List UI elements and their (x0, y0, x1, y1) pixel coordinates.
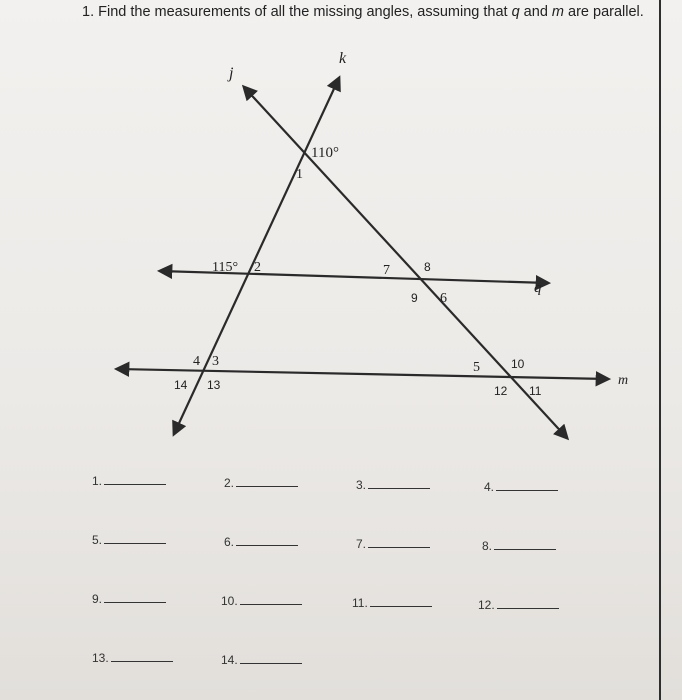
answer-10[interactable] (221, 594, 302, 608)
line-label-m: m (618, 373, 629, 388)
angle-label-5: 5 (473, 360, 480, 375)
angle-label-13: 13 (207, 378, 221, 392)
angle-label-3: 3 (212, 354, 219, 369)
problem-title: 1. Find the measurements of all the missing angles, assuming that q and m are parallel. (82, 4, 644, 20)
line-label-k: k (339, 50, 347, 67)
answer-number: 7. (356, 537, 367, 551)
given-angle-110: 110° (311, 145, 339, 161)
angle-label-1: 1 (296, 167, 303, 182)
answer-blank[interactable] (236, 535, 298, 546)
answer-blank[interactable] (368, 537, 430, 548)
answer-number: 9. (92, 592, 103, 606)
answer-number: 1. (92, 474, 103, 488)
answer-blank[interactable] (104, 533, 166, 544)
angle-label-2: 2 (254, 260, 261, 275)
answer-blank[interactable] (240, 653, 302, 664)
angle-label-7: 7 (383, 263, 390, 278)
answer-7[interactable] (356, 537, 430, 551)
answer-6[interactable] (224, 535, 298, 549)
answer-number: 2. (224, 476, 235, 490)
angle-label-8: 8 (424, 260, 431, 274)
line-m (117, 369, 608, 379)
answer-number: 12. (478, 598, 495, 612)
angle-label-6: 6 (440, 291, 447, 306)
answer-blank[interactable] (240, 594, 302, 605)
answer-blank[interactable] (494, 539, 556, 550)
answer-3[interactable] (356, 478, 430, 492)
answer-blank[interactable] (236, 476, 298, 487)
answer-blank[interactable] (104, 592, 166, 603)
answer-1[interactable] (92, 474, 166, 488)
answer-14[interactable] (221, 653, 302, 667)
answer-2[interactable] (224, 476, 298, 490)
answer-11[interactable] (352, 596, 432, 610)
answer-4[interactable] (484, 480, 558, 494)
given-angle-115: 115° (212, 260, 239, 275)
angle-label-12: 12 (494, 384, 508, 398)
answer-5[interactable] (92, 533, 166, 547)
answer-13[interactable] (92, 651, 173, 665)
answer-number: 4. (484, 480, 495, 494)
angle-label-9: 9 (411, 291, 418, 305)
answer-number: 8. (482, 539, 493, 553)
answer-blank[interactable] (368, 478, 430, 489)
line-label-j: j (229, 65, 234, 82)
answer-blank[interactable] (497, 598, 559, 609)
line-k (174, 78, 339, 434)
answer-8[interactable] (482, 539, 556, 553)
answer-number: 13. (92, 651, 109, 665)
answer-blank[interactable] (104, 474, 166, 485)
answer-blank[interactable] (370, 596, 432, 607)
angle-label-10: 10 (511, 357, 525, 371)
answer-number: 10. (221, 594, 238, 608)
line-label-q: q (534, 280, 542, 296)
angle-label-11: 11 (529, 384, 542, 398)
answer-number: 6. (224, 535, 235, 549)
answer-number: 3. (356, 478, 367, 492)
answer-number: 5. (92, 533, 103, 547)
answer-number: 11. (352, 596, 368, 610)
answer-number: 14. (221, 653, 238, 667)
angle-label-4: 4 (193, 354, 200, 369)
answer-blank[interactable] (496, 480, 558, 491)
line-j (244, 87, 567, 438)
answer-12[interactable] (478, 598, 559, 612)
answer-blank[interactable] (111, 651, 173, 662)
angle-label-14: 14 (174, 378, 188, 392)
answer-9[interactable] (92, 592, 166, 606)
